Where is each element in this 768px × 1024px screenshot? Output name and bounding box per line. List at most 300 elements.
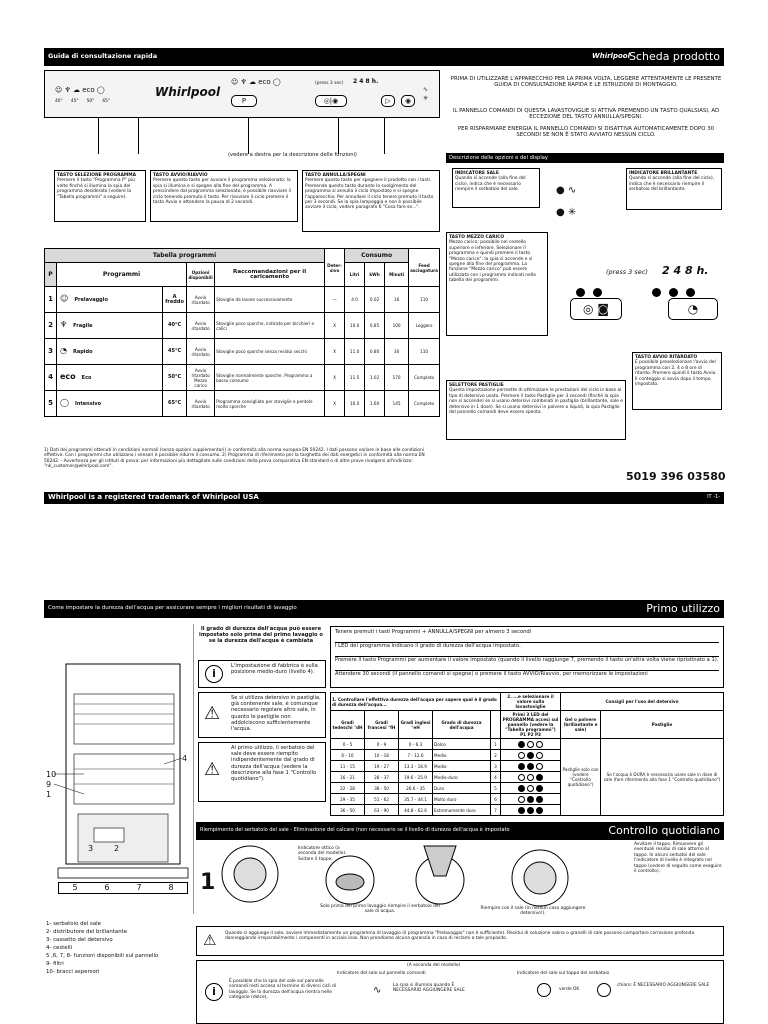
- half-load-button[interactable]: ◎|◉: [315, 95, 347, 107]
- press-3-sec: (press 3 sec): [606, 268, 648, 276]
- hard-cell-en: 35.7 - 44.1: [399, 794, 433, 805]
- half-load-display-button[interactable]: ◎ ◙: [570, 298, 622, 320]
- cell-text: 65°C: [168, 400, 182, 406]
- table-cell-racc: [215, 287, 325, 313]
- daily-header-left: Riempimento del serbatoio del sale - Eliminazione del calcare (non necessario se il livello di durezza dell'acqua è impostato: [200, 827, 510, 833]
- cell-text: 16.0: [349, 401, 360, 406]
- table-cell-min: [385, 313, 409, 339]
- table-row: [45, 287, 440, 313]
- info-icon: i: [205, 983, 223, 1001]
- cell-text: 10.0: [349, 323, 360, 328]
- table-row: [45, 365, 440, 391]
- table-cell-feed: [409, 287, 440, 313]
- col-l: Litri: [345, 263, 365, 287]
- consumo-title: Consumo: [345, 249, 409, 263]
- hardness-intro: Il grado di durezza dell'acqua può essere impostato solo prima del primo lavaggio o se la durezza dell'acqua è cambiata: [199, 626, 323, 645]
- start-restart-box: [150, 170, 298, 222]
- list-item: 1- serbatoio del sale: [46, 921, 101, 927]
- steps-box: [330, 626, 724, 688]
- top-header-bar: [44, 48, 724, 66]
- cell-text: Intensivo: [74, 401, 102, 407]
- cap-fill-text: Riempire con il sale (in nessun caso aggiungere detersivo!).: [480, 906, 586, 917]
- table-cell-l: [345, 339, 365, 365]
- step-number: 1: [200, 870, 216, 895]
- hard-cell-fr: 0 - 9: [365, 739, 399, 750]
- hard-cell-de: 36 - 50: [331, 805, 365, 816]
- cell-text: 40°C: [168, 322, 182, 328]
- cell-text: X: [333, 349, 337, 354]
- table-cell-opt: [187, 391, 215, 417]
- cell-text: 110: [420, 297, 429, 302]
- cell-text: Stoviglie da lavare successivamente: [216, 297, 293, 302]
- salt-warning-box: [196, 926, 724, 956]
- cell-text: Rapido: [72, 349, 93, 355]
- info-icon: i: [205, 665, 223, 683]
- table-cell-name: [57, 391, 163, 417]
- options-header: [446, 153, 724, 163]
- col-prog: Programmi: [57, 263, 187, 287]
- daily-header-bar: [196, 822, 724, 840]
- led-indicator: [527, 752, 534, 759]
- led-indicator: [527, 796, 534, 803]
- cell-text: 0.02: [369, 297, 380, 302]
- hcol: Gel o polvere (brillantante e sale): [561, 711, 601, 739]
- diag-num-3: 3: [88, 844, 94, 853]
- box-title: TASTO AVVIO RITARDATO: [635, 355, 698, 360]
- diag-num-10: 10: [46, 770, 57, 779]
- box-title: INDICATORE SALE: [455, 171, 499, 176]
- hard-cell-en: 13.3 - 18.9: [399, 761, 433, 772]
- hard-leds: [501, 794, 561, 805]
- table-cell-det: [325, 287, 345, 313]
- table-cell-kwh: [365, 365, 385, 391]
- table-cell-kwh: [365, 313, 385, 339]
- hard-cell-grade: Medio-duro: [433, 772, 491, 783]
- hcol: Gradi tedeschi °dH: [331, 711, 365, 739]
- program-icon: ◔: [60, 346, 67, 355]
- box-title: TASTO ANNULLA/SPEGNI: [305, 173, 366, 178]
- table-title: Tabella programmi: [45, 249, 325, 263]
- cell-text: 50°C: [168, 374, 182, 380]
- ind-panel-label: Indicatore del sale sul pannello comandi: [337, 971, 426, 976]
- program-button-label: P: [241, 97, 247, 105]
- connector-lines: [98, 118, 388, 154]
- temp-label: 65°: [102, 99, 111, 104]
- box-title: TASTO SELEZIONE PROGRAMMA: [57, 173, 137, 178]
- table-cell-kwh: [365, 391, 385, 417]
- cell-text: 16: [393, 297, 400, 302]
- hard-cell-grade: Dolce: [433, 739, 491, 750]
- table-cell-min: [385, 365, 409, 391]
- bottom-header-right: Primo utilizzo: [646, 602, 720, 615]
- diag-num-8: 8: [168, 883, 174, 892]
- table-cell-opt: [187, 365, 215, 391]
- led-indicator: [518, 763, 525, 770]
- table-cell-temp: [163, 313, 187, 339]
- hard-cell-grade: Duro: [433, 783, 491, 794]
- cell-text: A freddo: [165, 293, 184, 305]
- cell-text: X: [333, 375, 337, 380]
- cell-text: 30: [393, 349, 400, 354]
- warning-icon: ⚠: [204, 703, 221, 724]
- diag-num-7: 7: [136, 883, 142, 892]
- table-cell-temp: [163, 391, 187, 417]
- panel-brand: Whirlpool: [155, 85, 221, 99]
- hard-cell-en: 44.8 - 62.6: [399, 805, 433, 816]
- step-item: I LED del programma indicano il grado di durezza dell'acqua impostato.: [335, 643, 719, 657]
- cell-text: 170: [392, 375, 401, 380]
- info-text: Al primo utilizzo, il serbatoio del sale deve essere riempito indipendentemente dal grado di durezza dell'acqua (vedere la descrizione alla fase 1 "Controllo quotidiano").: [231, 745, 317, 783]
- table-row: [45, 313, 440, 339]
- box-title: TASTO MEZZO CARICO: [449, 235, 505, 240]
- delay-hours: 2 4 8 h.: [662, 264, 709, 277]
- cell-text: Prelavaggio: [74, 297, 108, 303]
- step-item: Tenere premuti i tasti Programmi + ANNULLA/SPEGNI per almeno 3 secondi: [335, 629, 719, 643]
- info-text: L'impostazione di fabbrica è sulla posizione medio-duro (livello 4).: [231, 663, 318, 676]
- diag-num-5: 5: [72, 883, 78, 892]
- cell-text: Programma consigliato per stoviglie e pentole molto sporche: [216, 398, 313, 409]
- cell-text: X: [333, 323, 337, 328]
- cell-text: 45°C: [168, 348, 182, 354]
- top-header-left: Guida di consultazione rapida: [48, 52, 158, 60]
- hard-cell-grade: Molto duro: [433, 794, 491, 805]
- hard-cell-en: 7 - 12.6: [399, 750, 433, 761]
- bottom-header-bar: [44, 600, 724, 618]
- tablet-selector-box: [446, 380, 626, 440]
- program-icon: ◯: [60, 398, 69, 407]
- panel-delay: 2 4 8 h.: [353, 78, 379, 85]
- see-right-note: (vedere a destra per la descrizione delle funzioni): [228, 152, 357, 158]
- hard-cell-lvl: 3: [491, 761, 501, 772]
- cell-text: 4.0: [351, 297, 358, 302]
- ind-info-text: È possibile che la spia del sale sul pannello comandi resti accesa al termine di diversi cicli di lavaggio. Se la durezza dell'acqua rientra nelle categorie (dolce),: [229, 979, 337, 1001]
- hard-leds: [501, 805, 561, 816]
- intro-text-3: PER RISPARMIARE ENERGIA IL PANNELLO COMANDI SI DISATTIVA AUTOMATICAMENTE DOPO 30 SECONDI SE NON È STATO AVVIATO NESSUN CICLO.: [457, 126, 715, 139]
- cell-text: 0.85: [369, 323, 380, 328]
- led-indicator: [518, 752, 525, 759]
- intro-text-1: PRIMA DI UTILIZZARE L'APPARECCHIO PER LA PRIMA VOLTA, LEGGERE ATTENTAMENTE LE PRESENTE GUIDA DI CONSULTAZIONE RAPIDA E LE ISTRUZIONI DI MONTAGGIO.: [450, 76, 722, 89]
- hard-h3: Consigli per l'uso del detersivo: [561, 693, 724, 711]
- cell-text: 1.60: [369, 401, 380, 406]
- panel-temps: [55, 99, 110, 104]
- list-item: 2- distributore del brillantante: [46, 929, 128, 935]
- dishwasher-diagram: [44, 624, 194, 914]
- table-cell-racc: [215, 313, 325, 339]
- table-cell-feed: [409, 313, 440, 339]
- col-opt: Opzioni disponibili: [187, 263, 215, 287]
- table-cell-det: [325, 391, 345, 417]
- cell-text: Avvio ritardato: [191, 398, 210, 409]
- led-indicator: [527, 807, 534, 814]
- hard-cell-lvl: 7: [491, 805, 501, 816]
- dishwasher-svg: [44, 624, 194, 914]
- hard-cell-grade: Medio: [433, 761, 491, 772]
- panel-press: (press 3 sec): [315, 81, 344, 86]
- hard-cell-lvl: 4: [491, 772, 501, 783]
- led-indicator: [527, 763, 534, 770]
- hard-cell-de: 16 - 21: [331, 772, 365, 783]
- hcol: Pastiglie: [601, 711, 724, 739]
- table-cell-opt: [187, 313, 215, 339]
- hard-cell-de: 29 - 35: [331, 794, 365, 805]
- table-notes: 1) Dati dei programmi ottenuti in condizioni normali (senza opzioni supplementari) in conformità alla norma europea EN 50242. I dati possono variare in base alle condizioni effettive. Con i programmi che utilizzano i sensori è possibile ridurre il consumo. 2) Programma di riferimento per la targhetta dei dati energetici in conformità alla norma EN 50242. - Avvertenza per gli istituti di prova: per informazioni più dettagliate sulle condizioni della prova comparativa EN standard e di altre prove rivolgersi all'indirizzo: "nk_customer@whirlpool.com".: [44, 448, 425, 470]
- table-cell-n: [45, 391, 57, 417]
- hcol: Gradi inglesi °eH: [399, 711, 433, 739]
- list-item: 3- cassetto del detersivo: [46, 937, 113, 943]
- salt-fill-images: [210, 842, 630, 908]
- list-item: 4- cestelli: [46, 945, 73, 951]
- table-cell-l: [345, 391, 365, 417]
- step-item: Attendere 30 secondi (il pannello comandi si spegne) o premere il tasto AVVIO/Riavvio, per memorizzare le impostazioni: [335, 671, 648, 677]
- hard-cell-de: 11 - 15: [331, 761, 365, 772]
- table-cell-l: [345, 287, 365, 313]
- panel-numbers: [58, 882, 188, 894]
- footer-right: IT -1-: [707, 494, 720, 500]
- led-indicator: [536, 752, 543, 759]
- led-indicator: [527, 774, 534, 781]
- box-text: È possibile preselezionare l'avvio del programma con 2, 4 o 8 ore di ritardo. Premere quindi il tasto Avvio. Il conteggio si avvia dopo il tempo impostato.: [635, 360, 717, 388]
- cell-text: Eco: [81, 375, 92, 381]
- brand-logo: Whirlpool: [592, 52, 630, 60]
- cap-ok-icon: [537, 983, 551, 997]
- list-item: 5 ,6, 7, 8- funzioni disponibili sul pannello: [46, 953, 159, 959]
- col-feed: Feed asciugatura: [409, 249, 440, 287]
- led-indicator: [518, 741, 525, 748]
- led-indicator: [536, 763, 543, 770]
- cancel-off-box: [302, 170, 440, 232]
- top-header-right: Scheda prodotto: [628, 50, 720, 63]
- cell-text: 1: [48, 295, 53, 303]
- cell-text: —: [332, 297, 337, 302]
- hard-h2: 2. ...e selezionare il valore sulla lavastoviglie: [501, 693, 561, 711]
- hard-leds: [501, 783, 561, 794]
- led-indicator: [518, 785, 525, 792]
- parts-list: [46, 920, 196, 976]
- salt-fill-svg: [210, 842, 630, 908]
- program-icon: ☺: [60, 294, 69, 303]
- table-cell-det: [325, 313, 345, 339]
- hard-tab: Se l'acqua è DURA è necessario usare sale in dose di sale (fare riferimento alla fase 1 "Controllo quotidiano"): [601, 739, 724, 816]
- hard-leds: [501, 761, 561, 772]
- led-indicator: [527, 741, 534, 748]
- hard-cell-lvl: 2: [491, 750, 501, 761]
- hard-gel: Pastiglie solo con (vedere "Controllo quotidiano"): [561, 739, 601, 816]
- cap-need-icon: [597, 983, 611, 997]
- hardness-table: [330, 692, 724, 816]
- table-cell-min: [385, 339, 409, 365]
- hard-cell-fr: 38 - 50: [365, 783, 399, 794]
- hcol: [491, 711, 501, 739]
- program-icon: eco: [60, 372, 76, 381]
- footer-left: Whirlpool is a registered trademark of Whirlpool USA: [48, 493, 259, 501]
- hard-cell-grade: Medio: [433, 750, 491, 761]
- table-cell-det: [325, 339, 345, 365]
- table-cell-name: [57, 339, 163, 365]
- table-cell-temp: [163, 287, 187, 313]
- ind-spia-text: La spia si illumina quando È NECESSARIO AGGIUNGERE SALE: [393, 983, 465, 994]
- table-cell-l: [345, 365, 365, 391]
- list-item: 9- filtri: [46, 961, 64, 967]
- hard-cell-lvl: 6: [491, 794, 501, 805]
- hard-leds: [501, 750, 561, 761]
- table-cell-temp: [163, 365, 187, 391]
- col-kwh: kWh: [365, 263, 385, 287]
- table-cell-min: [385, 391, 409, 417]
- bottom-header-left: Come impostare la durezza dell'acqua per assicurare sempre i migliori risultati di lavaggio: [48, 605, 297, 611]
- cell-text: Avvio ritardato: [191, 320, 210, 331]
- hard-cell-fr: 10 - 18: [365, 750, 399, 761]
- cap-close-text: Avvitare il tappo. Rimuovere gli eventuali residui di sale attorno al tappo. In alcuni serbatoi del sale l'indicatore di livello è integrato nel tappo (vedere di seguito come eseguire il controllo).: [634, 842, 722, 875]
- cell-text: Completo: [413, 375, 435, 380]
- diag-num-4: 4: [182, 754, 188, 763]
- step-item: Premere il tasto Programmi per aumentare il valore impostato (quando il livello raggiunge 7, premendo il tasto un'altra volta viene ripristinato a 1).: [335, 657, 719, 671]
- cell-text: 0.80: [369, 349, 380, 354]
- box-text: Mezzo carico: possibile nel cestello superiore e inferiore. Selezionare il programma e quindi premere il tasto "Mezzo carico": la spia si accende e si spegne alla fine del programma. La funzione "Mezzo carico" può essere utilizzata con i programmi indicati nella tabella dei programmi.: [449, 240, 536, 284]
- col-min: Minuti: [385, 263, 409, 287]
- product-code: 5019 396 03580: [626, 470, 726, 483]
- hard-cell-de: 22 - 28: [331, 783, 365, 794]
- led-indicator: [536, 741, 543, 748]
- hard-h1: 1. Controllare l'effettiva durezza dell'acqua per sapere qual è il grado di durezza dell'acqua...: [331, 693, 501, 711]
- led-indicator: [536, 785, 543, 792]
- cell-text: Fragile: [73, 323, 93, 329]
- hcol: Grado di durezza dell'acqua: [433, 711, 491, 739]
- program-button[interactable]: [231, 95, 257, 107]
- rinse-indicator-box: [626, 168, 722, 210]
- table-cell-name: [57, 287, 163, 313]
- program-icon: ♆: [60, 320, 68, 329]
- temp-label: 40°: [55, 99, 63, 104]
- box-text: Premere il tasto "Programma P" più volte finché si illumina la spia del programma desiderato (vedere la "Tabella programmi" a seguire).: [57, 178, 135, 200]
- table-cell-kwh: [365, 287, 385, 313]
- salt-panel-icon: ∿: [373, 985, 382, 996]
- box-text: Questa impostazione permette di ottimizzare le prestazioni del ciclo in base al tipo di detersivo usato. Premere il tasto Pastiglie per 3 secondi (finché la spia non si accende) se si usano detersivi combinati in pastiglia (brillantante, sale e detersivo in 1 dose). Se si usano detersivi in polvere o liquidi, la spia Pastiglie del pannello comandi deve essere spenta.: [449, 388, 623, 416]
- half-load-box: [446, 232, 548, 336]
- panel-icons-2: ☺ ♆ ☁ eco ◯: [231, 78, 281, 86]
- off-button[interactable]: ◉: [401, 95, 415, 107]
- box-text: Premere questo tasto per spegnere il prodotto con i tasti. Premendo questo tasto durante lo svolgimento del programma si annulla il ciclo impostato e si spegne l'apparecchio. Per annullare il ciclo tenere premuto il tasto per 3 secondi. Se la spia lampeggia e non è possibile avviare il ciclo, vedere paragrafo 6 "Cosa fare se...".: [305, 178, 434, 211]
- table-cell-n: [45, 339, 57, 365]
- diag-num-2: 2: [114, 844, 120, 853]
- led-indicator: [518, 807, 525, 814]
- table-cell-n: [45, 313, 57, 339]
- hard-leds: [501, 772, 561, 783]
- panel-program-icons: ☺ ♆ ☁ eco ◯: [55, 86, 105, 94]
- table-cell-min: [385, 287, 409, 313]
- cap-indicator-text: Indicatore ottico (a seconda del modello). Svitare il tappo.: [298, 846, 347, 862]
- diag-num-9: 9: [46, 780, 52, 789]
- hcol: Gradi francesi °fH: [365, 711, 399, 739]
- table-cell-opt: [187, 287, 215, 313]
- hard-cell-de: 0 - 5: [331, 739, 365, 750]
- diag-num-1: 1: [46, 790, 52, 799]
- hard-cell-lvl: 1: [491, 739, 501, 750]
- daily-header-right: Controllo quotidiano: [608, 824, 720, 837]
- temp-label: 45°: [70, 99, 79, 104]
- hard-cell-en: 0 - 6.3: [399, 739, 433, 750]
- hard-cell-fr: 19 - 27: [365, 761, 399, 772]
- delay-display: [560, 264, 724, 326]
- hard-cell-en: 26.6 - 35: [399, 783, 433, 794]
- hard-cell-en: 19.6 - 25.9: [399, 772, 433, 783]
- col-racc: Raccomandazioni per il caricamento: [215, 263, 325, 287]
- program-table: [44, 248, 440, 417]
- box-text: Premere questo tasto per avviare il programma selezionato: la spia si illumina e si spegne alla fine del programma. A prescindere dal programma selezionato, è possibile riavviare il ciclo tenendo premuto il tasto. Per riavviare il ciclo premere il tasto Avvio e attendere la pausa di 2 secondi.: [153, 178, 291, 206]
- col-p: P: [45, 263, 57, 287]
- list-item: 10- bracci aspersori: [46, 969, 100, 975]
- warning-icon: ⚠: [204, 759, 221, 780]
- cell-text: Stoviglie normalmente sporche. Programma a basso consumo: [216, 372, 313, 383]
- box-title: INDICATORE BRILLANTANTE: [629, 171, 698, 176]
- info-text: Se si utilizza detersivo in pastiglia, già contenente sale, è comunque necessario regolare altro sale, in quanto le pastiglie non addolciscono sufficientemente l'acqua.: [231, 695, 321, 733]
- salt-rinse-icons: ∿ ✳: [423, 86, 429, 102]
- table-cell-det: [325, 365, 345, 391]
- hard-cell-lvl: 5: [491, 783, 501, 794]
- temp-label: 50°: [86, 99, 95, 104]
- table-cell-l: [345, 313, 365, 339]
- cell-text: Leggero: [415, 323, 433, 328]
- options-header-text: Descrizione delle opzioni e del display: [449, 155, 549, 161]
- hard-cell-fr: 28 - 37: [365, 772, 399, 783]
- table-cell-n: [45, 365, 57, 391]
- cell-text: Stoviglie poco sporche senza residui secchi: [216, 349, 307, 354]
- table-cell-n: [45, 287, 57, 313]
- cell-text: X: [333, 401, 337, 406]
- seconda-note: (A seconda del modello): [407, 963, 461, 968]
- box-text: Quando si accende (alla fine del ciclo), indica che è necessario riempire il serbatoio del sale.: [455, 176, 526, 193]
- table-cell-racc: [215, 391, 325, 417]
- hard-cell-grade: Estremamente duro: [433, 805, 491, 816]
- led-indicator: [518, 796, 525, 803]
- info-box-3: [198, 742, 326, 802]
- cell-text: 11.5: [349, 375, 360, 380]
- cell-text: Avvio ritardato Mezzo carico: [191, 367, 210, 388]
- hcol: Primi 3 LED del PROGRAMMA accesi sul pannello (vedere la "Tabella programmi") P1 P2 P3: [501, 711, 561, 739]
- box-text: Quando si accende (alla fine del ciclo), indica che è necessario riempire il serbatoio del brillantante.: [629, 176, 715, 193]
- box-title: SELETTORE PASTIGLIE: [449, 383, 504, 388]
- cell-text: 100: [392, 323, 401, 328]
- delay-display-button[interactable]: ◔: [668, 298, 718, 320]
- cap-first-text: Solo prima del primo lavaggio riempire il serbatoio del sale di acqua.: [320, 904, 440, 915]
- ind-cap-label: Indicatore del sale sul tappo del serbatoio: [517, 971, 610, 976]
- cell-text: 3: [48, 347, 53, 355]
- info-box-2: [198, 692, 326, 738]
- ind-need-text: chiaro: È NECESSARIO AGGIUNGERE SALE: [617, 983, 710, 988]
- table-cell-racc: [215, 339, 325, 365]
- delay-start-box: [632, 352, 722, 410]
- cell-text: Avvio ritardato: [191, 294, 210, 305]
- cell-text: Completo: [413, 401, 435, 406]
- salt-led-icons: ● ∿ ● ✳: [556, 185, 577, 218]
- table-cell-racc: [215, 365, 325, 391]
- table-row: [45, 339, 440, 365]
- cell-text: 11.0: [349, 349, 360, 354]
- hard-cell-fr: 63 - 90: [365, 805, 399, 816]
- col-det: Deter-sivo: [325, 249, 345, 287]
- hard-cell-fr: 51 - 62: [365, 794, 399, 805]
- table-row: [331, 739, 724, 750]
- cell-text: 4: [48, 373, 53, 381]
- warning-icon: ⚠: [203, 931, 217, 949]
- top-footer-bar: [44, 492, 724, 504]
- table-cell-feed: [409, 339, 440, 365]
- info-box-1: [198, 660, 326, 688]
- start-button[interactable]: ▷: [381, 95, 395, 107]
- table-cell-temp: [163, 339, 187, 365]
- table-cell-opt: [187, 339, 215, 365]
- salt-indicator-box: [452, 168, 540, 208]
- ind-ok-text: verde OK: [559, 987, 580, 992]
